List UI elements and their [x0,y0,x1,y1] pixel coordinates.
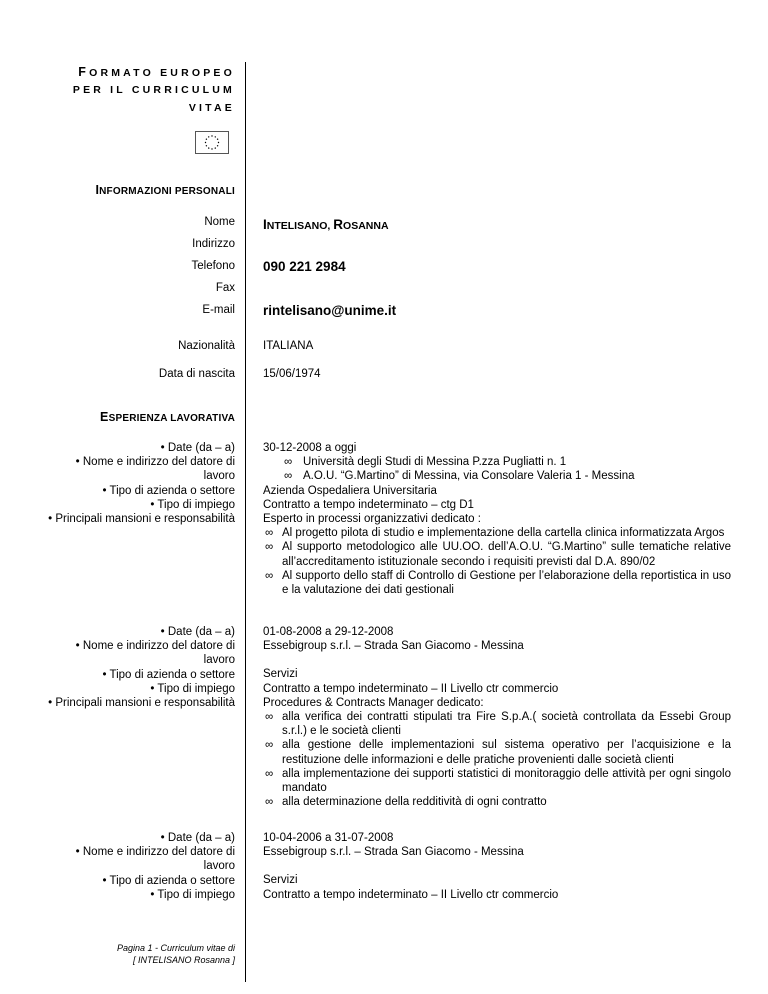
label-email: E-mail [202,304,235,316]
entry-job-type: Contratto a tempo indeterminato – II Livello ctr commercio [263,682,559,695]
section-personal-info [40,183,235,197]
label-employer: • Nome e indirizzo del datore di [75,640,235,653]
list-item [263,526,731,540]
list-item [263,795,731,809]
list-item [263,540,731,568]
nome-cap1: I [263,217,267,232]
bullet-icon: ∞ [265,527,274,540]
entry-date: 01-08-2008 a 29-12-2008 [263,626,394,638]
duty-text: alla determinazione della redditività di ogni contratto [282,796,547,809]
entry-date: 30-12-2008 a oggi [263,442,357,454]
label-employer-cont: lavoro [203,470,235,483]
duty-text: alla verifica dei contratti stipulati tra Fire S.p.A.( società controllata da Essebi Group s.r.l.) e le società clienti [282,711,731,738]
employer-list [263,455,731,483]
duties-list [263,526,731,597]
label-employer: • Nome e indirizzo del datore di [75,456,235,469]
bullet-icon: ∞ [265,796,274,809]
entry-company-type: Azienda Ospedaliera Universitaria [263,484,437,497]
header-line-1 [60,64,235,82]
vertical-divider [245,62,246,982]
list-item [263,738,731,766]
value-nome [263,218,389,233]
bullet-icon: ∞ [265,767,274,780]
section-rest: SPERIENZA LAVORATIVA [108,413,235,424]
label-duties: • Principali mansioni e responsabilità [48,513,235,526]
entry-3-labels [40,831,235,902]
bullet-icon: ∞ [284,456,293,469]
label-date: • Date (da – a) [160,442,235,454]
entry-job-type: Contratto a tempo indeterminato – II Livello ctr commercio [263,888,559,901]
header-cap: F [78,65,90,79]
nome-cap2: R [333,217,344,232]
list-item [263,767,731,795]
entry-employer: Essebigroup s.r.l. – Strada San Giacomo - Messina [263,640,524,653]
label-date: • Date (da – a) [160,626,235,638]
label-telefono: Telefono [191,260,235,272]
label-company-type: • Tipo di azienda o settore [102,874,235,887]
nome-rest1: NTELISANO, [266,220,334,232]
label-fax: Fax [215,282,235,294]
section-cap: I [95,183,100,197]
label-company-type: • Tipo di azienda o settore [102,484,235,497]
label-employer: • Nome e indirizzo del datore di [75,846,235,859]
bullet-icon: ∞ [265,711,274,724]
entry-2 [263,625,731,809]
list-item [263,569,731,597]
value-email: rintelisano@unime.it [263,303,397,318]
value-data-nascita: 15/06/1974 [263,368,321,380]
entry-2-labels [40,625,235,710]
duty-text: alla gestione delle implementazioni sul sistema operativo per l’acquisizione e la restituzione delle informazioni e delle pratiche provenienti dalle società clienti [282,739,731,766]
section-experience [40,410,235,424]
page-footer [80,943,235,966]
label-nazionalita: Nazionalità [178,340,235,352]
list-item [263,455,731,469]
value-nazionalita: ITALIANA [263,340,314,352]
duty-text: Al supporto metodologico alle UU.OO. dell’A.O.U. “G.Martino” sulle tematiche relative all’accreditamento istituzionale secondo i requisiti previsti dal D.A. 890/02 [282,541,731,568]
header-line-2: PER IL CURRICULUM [72,84,235,96]
label-job-type: • Tipo di impiego [150,498,235,511]
footer-line-1: Pagina 1 - Curriculum vitae di [116,943,235,953]
section-cap: E [100,410,109,424]
bullet-icon: ∞ [284,470,293,483]
entry-employer: Essebigroup s.r.l. – Strada San Giacomo - Messina [263,846,524,859]
employer-text: A.O.U. “G.Martino” di Messina, via Consolare Valeria 1 - Messina [303,470,635,483]
duty-text: alla implementazione dei supporti statistici di monitoraggio delle attività per ogni singolo mandato [282,767,731,795]
employer-text: Università degli Studi di Messina P.zza Pugliatti n. 1 [303,456,567,469]
label-indirizzo: Indirizzo [192,238,235,250]
label-duties: • Principali mansioni e responsabilità [48,697,235,710]
entry-1-labels [40,441,235,526]
label-date: • Date (da – a) [160,832,235,844]
value-telefono: 090 221 2984 [263,259,346,274]
entry-company-type: Servizi [263,668,298,681]
label-nome: Nome [204,216,235,228]
entry-job-type: Contratto a tempo indeterminato – ctg D1 [263,498,474,511]
section-rest: NFORMAZIONI PERSONALI [99,186,235,197]
nome-rest2: OSANNA [343,220,389,232]
bullet-icon: ∞ [265,739,274,752]
header-line-3: VITAE [188,102,235,114]
label-data-nascita: Data di nascita [158,368,235,380]
label-job-type: • Tipo di impiego [150,682,235,695]
label-employer-cont: lavoro [203,654,235,667]
entry-date: 10-04-2006 a 31-07-2008 [263,832,394,844]
entry-duties-intro: Procedures & Contracts Manager dedicato: [263,696,484,709]
eu-flag-icon [195,131,229,154]
entry-3 [263,831,731,902]
label-company-type: • Tipo di azienda o settore [102,668,235,681]
entry-1 [263,441,731,597]
bullet-icon: ∞ [265,569,274,582]
label-job-type: • Tipo di impiego [150,888,235,901]
duty-text: Al supporto dello staff di Controllo di Gestione per l’elaborazione della reportistica in uso e la valutazione dei dati gestionali [282,569,731,597]
duty-text: Al progetto pilota di studio e implementazione della cartella clinica informatizzata Argos [282,527,725,540]
duties-list [263,710,731,809]
label-employer-cont: lavoro [203,860,235,873]
entry-duties-intro: Esperto in processi organizzativi dedicato : [263,513,481,526]
entry-company-type: Servizi [263,874,298,887]
header-rest: ORMATO EUROPEO [89,67,235,79]
list-item [263,469,731,483]
footer-line-2: [ INTELISANO Rosanna ] [132,954,235,965]
bullet-icon: ∞ [265,541,274,554]
list-item [263,710,731,738]
